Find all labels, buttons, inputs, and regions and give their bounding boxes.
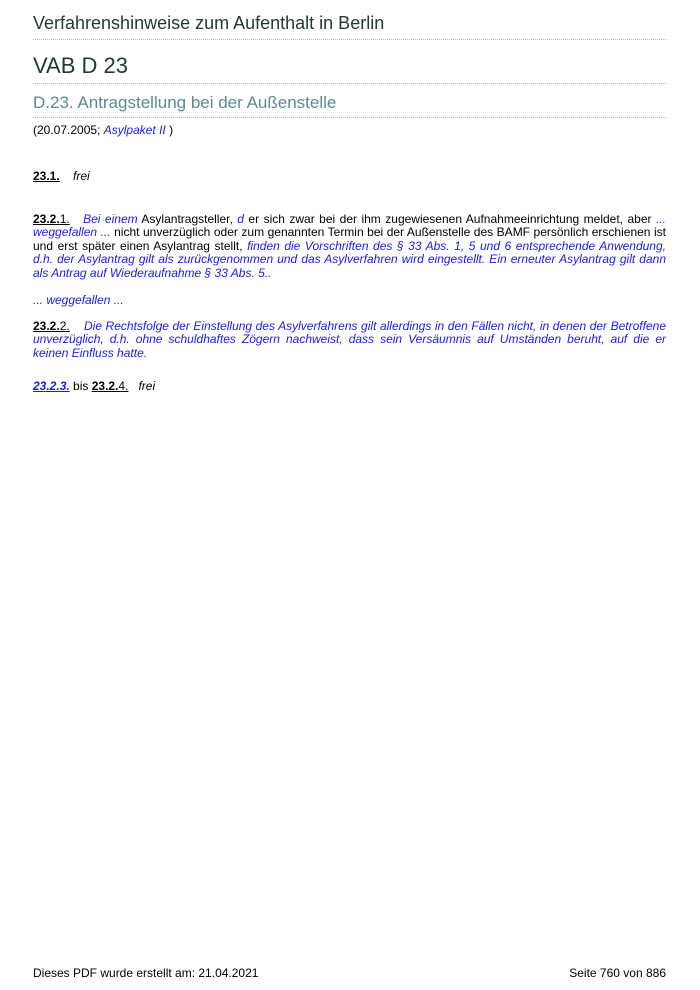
paragraph-link-23-2-3[interactable]: 23.2.3. [33, 379, 70, 393]
paragraph-number: 23.1. [33, 169, 60, 183]
footer-created-date: Dieses PDF wurde erstellt am: 21.04.2021 [33, 966, 259, 980]
paragraph-23-1 [33, 170, 666, 183]
text-segment: d [237, 212, 244, 226]
paragraph-number: 23.2. [91, 379, 119, 393]
text-segment: finden die Vorschriften des § 33 Abs. 1, 5 und 6 entsprechende Anwendung, d.h. der Asylantrag gilt als zurückgenommen und das Asylverfahren wird eingestellt. Ein erneuter Asylantrag gilt dann als Antrag auf Wiederaufnahme § 33 Abs. 5.. [33, 238, 666, 280]
asylpaket-link[interactable]: Asylpaket II [103, 123, 166, 137]
text-segment: er sich zwar bei der ihm zugewiesenen Aufnahmeeinrichtung meldet, aber [243, 212, 656, 226]
paragraph-text: frei [73, 169, 90, 183]
date-prefix: (20.07.2005; [33, 123, 104, 137]
paragraph-23-2-2 [33, 320, 666, 360]
connector-text: bis [69, 379, 92, 393]
paragraph-number-suffix: 2. [59, 319, 70, 333]
text-segment: nicht unverzüglich oder zum genannten Termin bei der Außenstelle des BAMF persönlich erschienen ist und erst später einen Asylantrag stellt, [33, 225, 666, 253]
text-segment: Asylantragsteller, [137, 212, 238, 226]
paragraph-number-suffix: 4. [118, 379, 129, 393]
footer-page-number: Seite 760 von 886 [569, 966, 666, 980]
paragraph-text: Die Rechtsfolge der Einstellung des Asylverfahrens gilt allerdings in den Fällen nicht, in denen der Betroffene unverzüglich, d.h. ohne schuldhaftes Zögern nachweist, dass sein Versäumnis auf Umständen beruht, auf die er keinen Einfluss hatte. [33, 319, 666, 360]
document-code: VAB D 23 [33, 53, 666, 84]
section-title: D.23. Antragstellung bei der Außenstelle [33, 93, 666, 118]
text-segment: ... weggefallen ... [33, 212, 666, 240]
date-suffix: ) [165, 123, 174, 137]
document-header: Verfahrenshinweise zum Aufenthalt in Berlin [33, 13, 666, 40]
removed-note: ... weggefallen ... [33, 293, 124, 307]
date-line [33, 123, 173, 137]
document-page [33, 0, 666, 990]
paragraph-number: 23.2. [33, 319, 60, 333]
paragraph-23-2-1 [33, 213, 666, 280]
text-segment: Bei einem [83, 212, 138, 226]
paragraph-text: frei [138, 379, 156, 393]
paragraph-number: 23.2. [33, 212, 60, 226]
paragraph-23-2-3 [33, 380, 666, 393]
paragraph-number-suffix: 1. [59, 212, 70, 226]
